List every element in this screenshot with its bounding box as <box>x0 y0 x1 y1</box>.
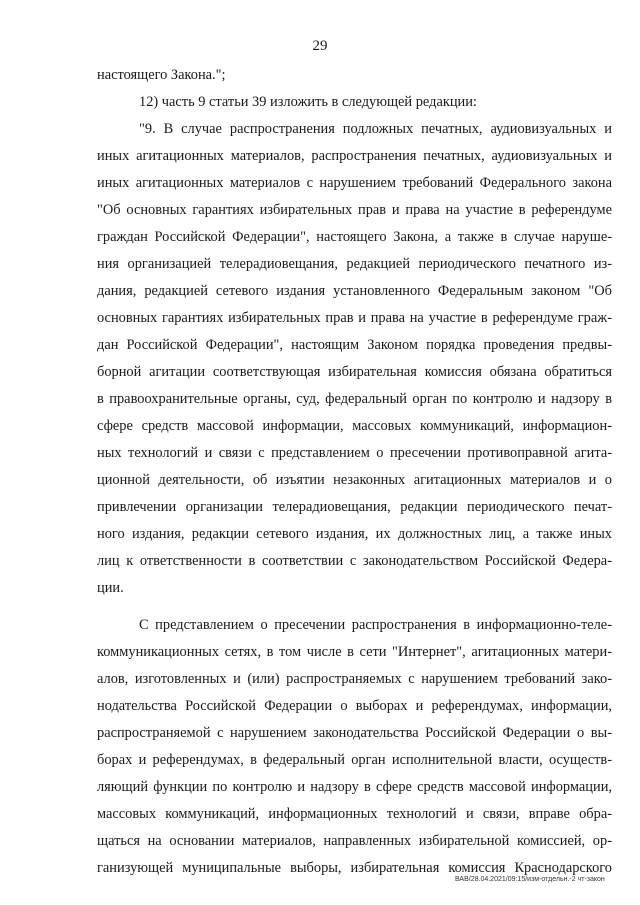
text-line: "Об основных гарантиях избирательных прав и права на участие в референдуме <box>97 202 612 218</box>
footer-code: ВАВ/28.04.2021/09:15/изм-отдельн.-2 чт-закон <box>455 876 605 883</box>
text-line: ционной деятельности, об изъятии незаконных агитационных материалов и о <box>97 472 612 488</box>
text-line: "9. В случае распространения подложных печатных, аудиовизуальных и <box>139 121 612 137</box>
text-line: привлечении организации телерадиовещания, редакции периодического печат- <box>97 499 612 515</box>
text-line: дан Российской Федерации", настоящим Законом порядка проведения предвы- <box>97 337 612 353</box>
text-line: С представлением о пресечении распространения в информационно-теле- <box>139 617 612 633</box>
text-line: нодательства Российской Федерации о выборах и референдумах, информации, <box>97 698 612 714</box>
text-line: ляющий функции по контролю и надзору в сфере средств массовой информации, <box>97 779 612 795</box>
text-line: щаться на основании материалов, направленных избирательной комиссией, ор- <box>97 833 612 849</box>
text-line: ганизующей муниципальные выборы, избирательная комиссия Краснодарского <box>97 860 612 876</box>
text-line: распространяемой с нарушением законодательства Российской Федерации о вы- <box>97 725 612 741</box>
text-line: основных гарантиях избирательных прав и права на участие в референдуме граж- <box>97 310 612 326</box>
text-line: сфере средств массовой информации, массовых коммуникаций, информацион- <box>97 418 612 434</box>
text-line: 12) часть 9 статьи 39 изложить в следующей редакции: <box>139 94 477 110</box>
text-line: борах и референдумах, в федеральный орган исполнительной власти, осуществ- <box>97 752 612 768</box>
page-number: 29 <box>312 38 328 54</box>
text-line: массовых коммуникаций, информационных технологий и связи, вправе обра- <box>97 806 612 822</box>
text-line: борной агитации соответствующая избирательная комиссия обязана обратиться <box>97 364 612 380</box>
text-line: иных агитационных материалов, распространения печатных, аудиовизуальных и <box>97 148 612 164</box>
text-line: настоящего Закона."; <box>97 67 226 83</box>
text-line: дания, редакцией сетевого издания установленного Федеральным законом "Об <box>97 283 612 299</box>
text-line: коммуникационных сетях, в том числе в сети "Интернет", агитационных матери- <box>97 644 612 660</box>
text-line: ных технологий и связи с представлением о пресечении противоправной агита- <box>97 445 612 461</box>
text-line: ции. <box>97 580 124 596</box>
text-line: ного издания, редакции сетевого издания, их должностных лиц, а также иных <box>97 526 612 542</box>
text-line: граждан Российской Федерации", настоящего Закона, а также в случае наруше- <box>97 229 612 245</box>
text-line: алов, изготовленных и (или) распространяемых с нарушением требований зако- <box>97 671 612 687</box>
text-line: ния организацией телерадиовещания, редакцией периодического печатного из- <box>97 256 612 272</box>
text-line: иных агитационных материалов с нарушением требований Федерального закона <box>97 175 612 191</box>
text-line: лиц к ответственности в соответствии с законодательством Российской Федера- <box>97 553 612 569</box>
text-line: в правоохранительные органы, суд, федеральный орган по контролю и надзору в <box>97 391 612 407</box>
